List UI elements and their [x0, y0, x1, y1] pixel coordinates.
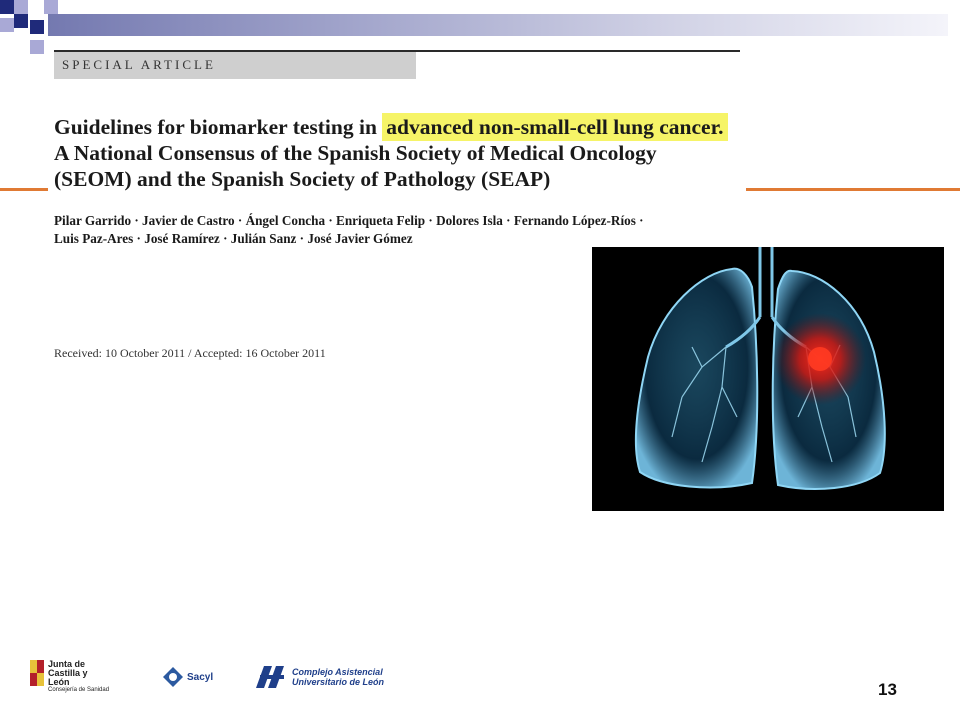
sacyl-logo [162, 664, 222, 692]
complejo-logo [256, 664, 386, 692]
corner-square [0, 18, 14, 32]
corner-square [14, 0, 28, 14]
corner-square [30, 20, 44, 34]
corner-square [30, 40, 44, 54]
coat-of-arms-icon [30, 660, 44, 686]
complejo-line: Complejo Asistencial [292, 667, 383, 677]
complejo-line: Universitario de León [292, 677, 385, 687]
jcyl-line: Castilla y León [48, 668, 88, 687]
accent-line-left [0, 188, 48, 191]
jcyl-line: Junta de [48, 659, 86, 669]
page-number: 13 [878, 680, 897, 699]
section-band [54, 52, 416, 79]
header-gradient-bar [48, 14, 948, 36]
corner-square [44, 0, 58, 14]
title-line: (SEOM) and the Spanish Society of Pathology (SEAP) [54, 167, 551, 191]
author-line: Pilar Garrido · Javier de Castro · Ángel Concha · Enriqueta Felip · Dolores Isla · Fernando López-Ríos · [54, 213, 644, 228]
lung-illustration [592, 247, 944, 511]
complejo-icon [256, 666, 288, 688]
jcyl-logo [30, 658, 110, 698]
section-label: SPECIAL ARTICLE [62, 57, 216, 72]
author-list [54, 212, 744, 248]
jcyl-subline: Consejería de Sanidad [48, 687, 110, 693]
corner-square [0, 0, 14, 14]
title-highlight: advanced non-small-cell lung cancer. [382, 113, 727, 141]
corner-square [14, 14, 28, 28]
sacyl-icon [162, 666, 184, 688]
author-line: Luis Paz-Ares · José Ramírez · Julián Sanz · José Javier Gómez [54, 231, 413, 246]
sacyl-text: Sacyl [187, 672, 214, 683]
lung-icon [592, 247, 944, 511]
article-title [54, 114, 744, 192]
received-date: Received: 10 October 2011 / Accepted: 16 October 2011 [54, 346, 326, 360]
footer-logos [30, 656, 430, 696]
title-line: A National Consensus of the Spanish Society of Medical Oncology [54, 141, 657, 165]
accent-line-right [746, 188, 960, 191]
title-part: Guidelines for biomarker testing in [54, 115, 383, 139]
